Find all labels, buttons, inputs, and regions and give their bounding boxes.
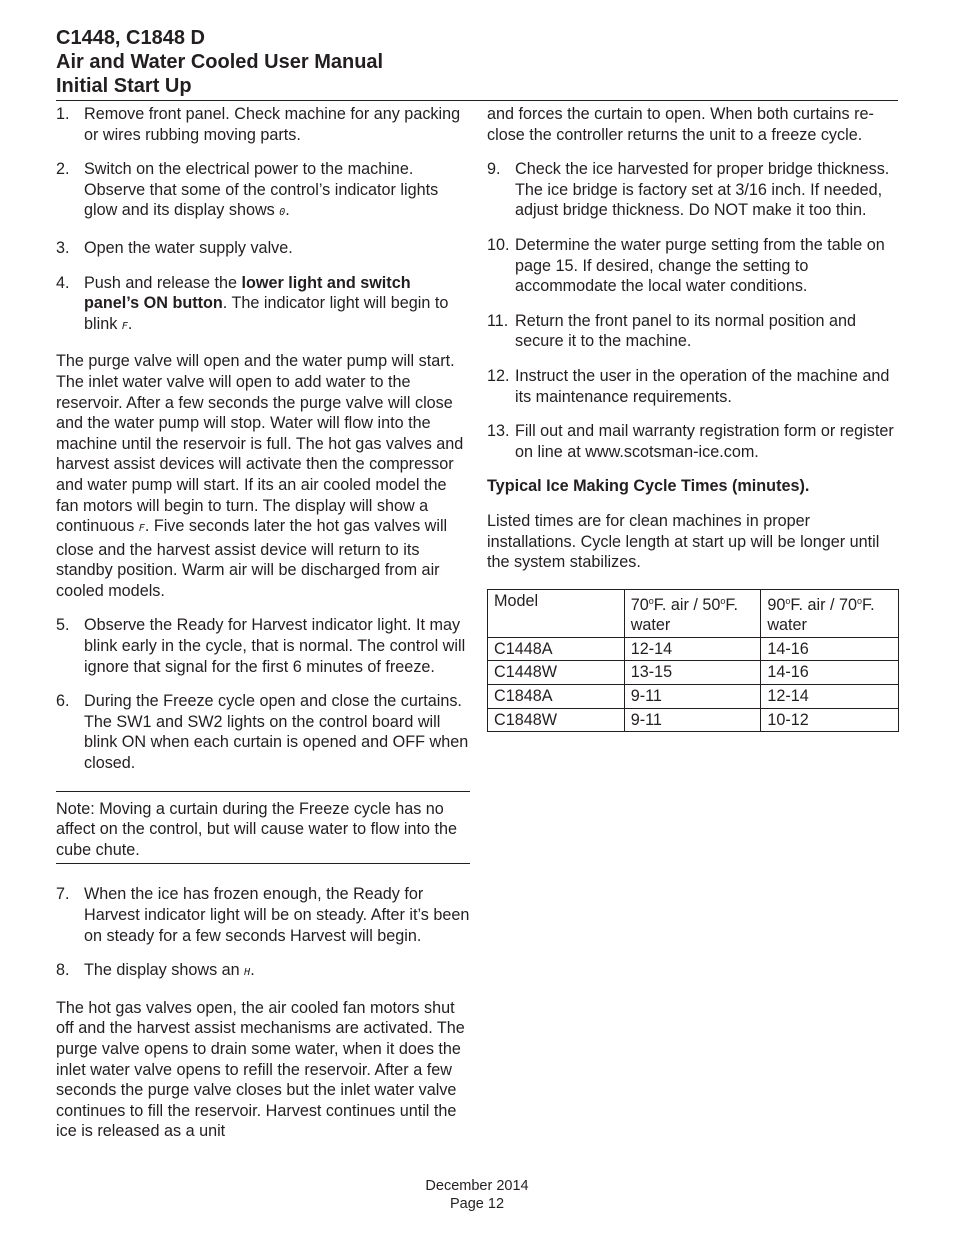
cell-time-90f: 14-16 bbox=[761, 661, 899, 685]
step-8: 8. The display shows an H. bbox=[56, 961, 255, 980]
step-3: 3. Open the water supply valve. bbox=[56, 238, 293, 257]
left-column bbox=[56, 104, 470, 1156]
step-10: 10. Determine the water purge setting from the table on page 15. If desired, change the setting to accommodate the local water conditions. bbox=[487, 235, 885, 296]
header-divider bbox=[56, 100, 898, 101]
cell-model: C1848A bbox=[488, 685, 625, 709]
paragraph-startup-sequence: The purge valve will open and the water pump will start. The inlet water valve will open to add water to the reservoir. After a few seconds the purge valve will close and the water pump will stop. Water will flow into the machine until the reservoir is full. The hot gas valves and harvest assist devices will activate then the compressor and water pump will start. If its an air cooled model the fan motors will begin to turn. The display will show a continuous F. Five seconds later the hot gas valves will close and the harvest assist device will return to its standby position. Warm air will be discharged from air cooled models. bbox=[56, 352, 464, 600]
header-70f: 70$^o$F. air / 50$^o$F. water bbox=[624, 589, 761, 637]
display-code: F bbox=[121, 320, 128, 332]
table-intro: Listed times are for clean machines in proper installations. Cycle length at start up will be longer until the system stabilizes. bbox=[487, 511, 880, 572]
display-code: 0 bbox=[279, 207, 286, 219]
right-column bbox=[487, 104, 899, 732]
section-title: Initial Start Up bbox=[56, 75, 192, 97]
table-heading: Typical Ice Making Cycle Times (minutes). bbox=[487, 477, 810, 496]
step-4: 4. Push and release the lower light and switch panel’s ON button. The indicator light will begin to blink F. bbox=[56, 273, 449, 333]
cell-time-70f: 9-11 bbox=[624, 708, 761, 732]
step-9: 9. Check the ice harvested for proper bridge thickness. The ice bridge is factory set at 3/16 inch. If needed, adjust bridge thickness. Do NOT make it too thin. bbox=[487, 160, 890, 220]
step-11: 11. Return the front panel to its normal position and secure it to the machine. bbox=[487, 311, 857, 351]
step-12: 12. Instruct the user in the operation of the machine and its maintenance requirements. bbox=[487, 366, 890, 406]
document-header bbox=[56, 26, 898, 98]
cell-model: C1848W bbox=[488, 708, 625, 732]
header-90f: 90$^o$F. air / 70$^o$F. water bbox=[761, 589, 899, 637]
cell-time-90f: 10-12 bbox=[761, 708, 899, 732]
table-header-row bbox=[488, 589, 899, 637]
page-footer bbox=[0, 1177, 954, 1213]
table-row bbox=[488, 685, 899, 709]
paragraph-harvest-sequence: The hot gas valves open, the air cooled fan motors shut off and the harvest assist mechanisms are activated. The purge valve opens to drain some water, when it does the inlet water valve opens to refill the reservoir. After a few seconds the purge valve closes but the inlet water valve continues to fill the reservoir. Harvest continues until the ice is released as a unit bbox=[56, 998, 465, 1141]
footer-page-number: Page 12 bbox=[449, 1196, 505, 1212]
cell-time-90f: 14-16 bbox=[761, 637, 899, 661]
display-code: F bbox=[138, 523, 145, 535]
table-row bbox=[488, 708, 899, 732]
cell-time-90f: 12-14 bbox=[761, 685, 899, 709]
display-code: H bbox=[244, 967, 251, 979]
step-6: 6. During the Freeze cycle open and close the curtains. The SW1 and SW2 lights on the control board will blink ON when each curtain is opened and OFF when closed. bbox=[56, 692, 469, 773]
cell-time-70f: 9-11 bbox=[624, 685, 761, 709]
manual-title: Air and Water Cooled User Manual bbox=[56, 51, 384, 73]
step-7: 7. When the ice has frozen enough, the Ready for Harvest indicator light will be on steady. After it’s been on steady for a few seconds Harvest will begin. bbox=[56, 885, 470, 945]
paragraph-continuation: and forces the curtain to open. When both curtains re-close the controller returns the unit to a freeze cycle. bbox=[487, 105, 874, 144]
note-box: Note: Moving a curtain during the Freeze cycle has no affect on the control, but will cause water to flow into the cube chute. bbox=[56, 791, 470, 865]
cell-model: C1448A bbox=[488, 637, 625, 661]
cell-model: C1448W bbox=[488, 661, 625, 685]
footer-date: December 2014 bbox=[425, 1178, 529, 1194]
table-row bbox=[488, 637, 899, 661]
cell-time-70f: 12-14 bbox=[624, 637, 761, 661]
cell-time-70f: 13-15 bbox=[624, 661, 761, 685]
step-1: 1. Remove front panel. Check machine for any packing or wires rubbing moving parts. bbox=[56, 105, 461, 144]
step-5: 5. Observe the Ready for Harvest indicator light. It may blink early in the cycle, that is normal. The control will ignore that signal for the first 6 minutes of freeze. bbox=[56, 616, 466, 676]
model-title: C1448, C1848 D bbox=[56, 27, 205, 49]
table-row bbox=[488, 661, 899, 685]
step-2: 2. Switch on the electrical power to the machine. Observe that some of the control’s indicator lights glow and its display shows 0. bbox=[56, 160, 439, 220]
step-13: 13. Fill out and mail warranty registration form or register on line at www.scotsman-ice.com. bbox=[487, 422, 894, 461]
cycle-times-table bbox=[487, 589, 899, 733]
header-model: Model bbox=[488, 589, 625, 637]
